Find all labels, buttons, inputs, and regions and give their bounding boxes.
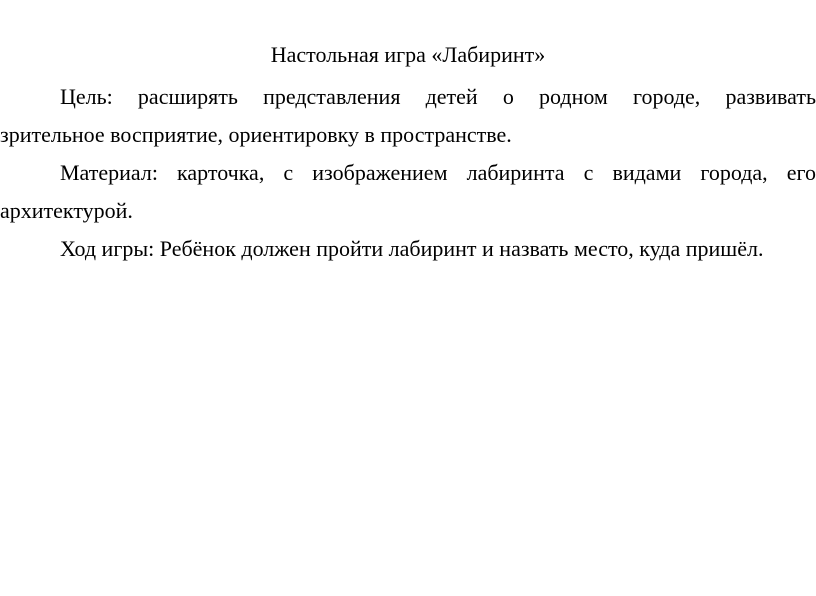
material-line-1: Материал: карточка, с изображением лабиринта с видами города, его: [60, 160, 816, 185]
goal-line-1: Цель: расширять представления детей о родном городе, развивать: [60, 84, 816, 109]
document-title: Настольная игра «Лабиринт»: [270, 42, 546, 67]
goal-paragraph: [0, 78, 816, 154]
goal-line-2: зрительное восприятие, ориентировку в пространстве.: [0, 122, 512, 147]
game-flow-paragraph: [0, 230, 816, 268]
material-paragraph: [0, 154, 816, 230]
material-line-2: архитектурой.: [0, 198, 133, 223]
game-flow-line-1: Ход игры: Ребёнок должен пройти лабиринт и назвать место, куда пришёл.: [60, 236, 764, 261]
